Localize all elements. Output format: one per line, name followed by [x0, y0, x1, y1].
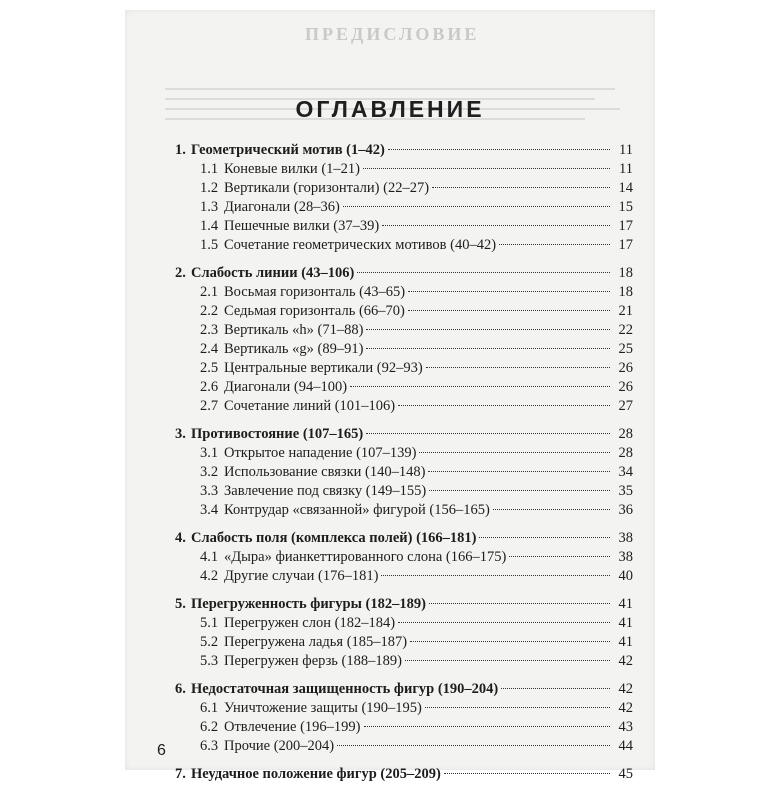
entry-title: Контрудар «связанной» фигурой (156–165) — [224, 502, 490, 518]
entry-number: 5. — [175, 596, 186, 612]
dot-leader — [366, 329, 610, 330]
dot-leader — [426, 367, 610, 368]
dot-leader — [388, 149, 610, 150]
dot-leader — [429, 490, 610, 491]
toc-chapter[interactable] — [175, 142, 633, 161]
entry-title: Перегруженность фигуры (182–189) — [191, 596, 426, 612]
dot-leader — [343, 206, 610, 207]
dot-leader — [405, 660, 610, 661]
entry-number: 4. — [175, 530, 186, 546]
dot-leader — [428, 471, 610, 472]
entry-page: 36 — [618, 502, 633, 518]
dot-leader — [364, 726, 611, 727]
entry-page: 14 — [618, 180, 633, 196]
entry-page: 15 — [618, 199, 633, 215]
toc-section[interactable] — [175, 161, 633, 180]
dot-leader — [337, 745, 610, 746]
toc-section[interactable] — [175, 379, 633, 398]
toc-section[interactable] — [175, 199, 633, 218]
entry-page: 26 — [618, 360, 633, 376]
entry-page: 21 — [618, 303, 633, 319]
chapter-gap — [175, 417, 633, 426]
toc-section[interactable] — [175, 634, 633, 653]
toc-chapter[interactable] — [175, 681, 633, 700]
entry-number: 4.1 — [200, 549, 219, 565]
entry-page: 11 — [619, 142, 633, 158]
entry-page: 28 — [618, 445, 633, 461]
entry-page: 25 — [618, 341, 633, 357]
dot-leader — [509, 556, 610, 557]
dot-leader — [366, 348, 610, 349]
toc-section[interactable] — [175, 398, 633, 417]
dot-leader — [408, 310, 610, 311]
entry-title: Вертикаль «h» (71–88) — [224, 322, 364, 338]
toc-section[interactable] — [175, 445, 633, 464]
entry-page: 22 — [618, 322, 633, 338]
page-title: ОГЛАВЛЕНИЕ — [295, 96, 485, 122]
toc-section[interactable] — [175, 615, 633, 634]
toc-section[interactable] — [175, 284, 633, 303]
dot-leader — [382, 225, 610, 226]
toc-section[interactable] — [175, 700, 633, 719]
dot-leader — [410, 641, 610, 642]
dot-leader — [408, 291, 610, 292]
toc-section[interactable] — [175, 502, 633, 521]
toc-section[interactable] — [175, 360, 633, 379]
entry-title: Прочие (200–204) — [224, 738, 335, 754]
page-number: 6 — [157, 742, 166, 759]
toc-section[interactable] — [175, 341, 633, 360]
dot-leader — [398, 622, 610, 623]
entry-title: Слабость поля (комплекса полей) (166–181) — [191, 530, 477, 546]
entry-title: Перегружена ладья (185–187) — [224, 634, 408, 650]
entry-title: Неудачное положение фигур (205–209) — [191, 766, 441, 782]
entry-page: 26 — [618, 379, 633, 395]
entry-title: Уничтожение защиты (190–195) — [224, 700, 422, 716]
entry-page: 17 — [618, 237, 633, 253]
chapter-gap — [175, 256, 633, 265]
toc-section[interactable] — [175, 738, 633, 757]
dot-leader — [350, 386, 610, 387]
dot-leader — [357, 272, 610, 273]
entry-number: 2.3 — [200, 322, 219, 338]
entry-title: Диагонали (94–100) — [224, 379, 348, 395]
entry-title: Слабость линии (43–106) — [191, 265, 355, 281]
entry-number: 2.1 — [200, 284, 219, 300]
entry-number: 7. — [175, 766, 186, 782]
entry-title: Использование связки (140–148) — [224, 464, 426, 480]
dot-leader — [501, 688, 610, 689]
entry-number: 3.1 — [200, 445, 219, 461]
entry-title: Недостаточная защищенность фигур (190–204) — [191, 681, 499, 697]
entry-title: Противостояние (107–165) — [191, 426, 364, 442]
entry-title: Диагонали (28–36) — [224, 199, 340, 215]
entry-title: Пешечные вилки (37–39) — [224, 218, 380, 234]
entry-title: Другие случаи (176–181) — [224, 568, 379, 584]
entry-page: 11 — [619, 161, 633, 177]
entry-number: 1. — [175, 142, 186, 158]
toc-section[interactable] — [175, 653, 633, 672]
entry-page: 18 — [618, 265, 633, 281]
entry-number: 3.4 — [200, 502, 219, 518]
entry-number: 5.3 — [200, 653, 219, 669]
entry-number: 1.3 — [200, 199, 219, 215]
entry-number: 2.2 — [200, 303, 219, 319]
chapter-gap — [175, 672, 633, 681]
dot-leader — [499, 244, 610, 245]
dot-leader — [432, 187, 610, 188]
entry-title: Сочетание геометрических мотивов (40–42) — [224, 237, 497, 253]
entry-number: 6. — [175, 681, 186, 697]
entry-title: Центральные вертикали (92–93) — [224, 360, 423, 376]
entry-number: 6.3 — [200, 738, 219, 754]
entry-title: Завлечение под связку (149–155) — [224, 483, 427, 499]
entry-number: 5.2 — [200, 634, 219, 650]
chapter-gap — [175, 587, 633, 596]
entry-number: 3.2 — [200, 464, 219, 480]
entry-number: 1.2 — [200, 180, 219, 196]
dot-leader — [366, 433, 610, 434]
entry-number: 4.2 — [200, 568, 219, 584]
toc-chapter[interactable] — [175, 530, 633, 549]
entry-page: 35 — [618, 483, 633, 499]
dot-leader — [444, 773, 610, 774]
book-page: ПРЕДИСЛОВИЕ ОГЛАВЛЕНИЕ 1. Геометрический мотив (1–42) 11 1.1 Коневые вилки (1–21) 11 1.2 Вертикали (горизонтали) (22–27) 14 1.3 Диагонали (28–36) 15 1.4 Пешечные вилки (37–39) 17 1.5 Сочетание геометрических мотивов (40–42) 17 2. Слабость линии (43–106) 18 2.1 Восьмая горизонталь (43–65) 18 2.2 Седьмая горизонталь (66–70) 21 2.3 Вертикаль «h» (71–88) 22 2.4 Вертикаль «g» (89–91) 25 2.5 Центральные вертикали (92–93) 26 2.6 Диагонали (94–100) 26 2.7 Сочетание линий (101–106) 27 3. Противостояние (107–165) 28 3.1 Открытое нападение (107–139) 28 3.2 Использование связки (140–148) 34 3.3 Завлечение под связку (149–155) 35 3.4 Контрудар «связанной» фигурой (156–165) 36 4. Слабость поля (комплекса полей) (166–181) 38 4.1 «Дыра» фианкеттированного слона (166–175) 38 4.2 Другие случаи (176–181) 40 5. Перегруженность фигуры (182–189) 41 5.1 Перегружен слон (182–184) 41 5.2 Перегружена ладья (185–187) 41 5.3 Перегружен ферзь (188–189) 42 6. Недостаточная защищенность фигур (190–204) 42 6.1 Уничтожение защиты (190–195) 42 6.2 Отвлечение (196–199) 43 6.3 Прочие (200–204) 44 7. Неудачное положение фигур (205–209) 45 6 — [125, 10, 655, 770]
entry-number: 1.4 — [200, 218, 219, 234]
entry-page: 44 — [618, 738, 633, 754]
toc-section[interactable] — [175, 322, 633, 341]
entry-page: 42 — [618, 700, 633, 716]
toc-section[interactable] — [175, 303, 633, 322]
toc-section[interactable] — [175, 483, 633, 502]
toc-chapter[interactable] — [175, 265, 633, 284]
entry-number: 2.5 — [200, 360, 219, 376]
entry-number: 2.6 — [200, 379, 219, 395]
dot-leader — [479, 537, 610, 538]
entry-title: Седьмая горизонталь (66–70) — [224, 303, 405, 319]
entry-title: Восьмая горизонталь (43–65) — [224, 284, 406, 300]
entry-title: Сочетание линий (101–106) — [224, 398, 396, 414]
table-of-contents — [175, 142, 633, 785]
entry-title: Отвлечение (196–199) — [224, 719, 361, 735]
entry-number: 1.1 — [200, 161, 219, 177]
entry-page: 17 — [618, 218, 633, 234]
toc-section[interactable] — [175, 237, 633, 256]
entry-number: 6.2 — [200, 719, 219, 735]
entry-number: 1.5 — [200, 237, 219, 253]
entry-title: Геометрический мотив (1–42) — [191, 142, 385, 158]
entry-number: 2. — [175, 265, 186, 281]
entry-number: 2.4 — [200, 341, 219, 357]
entry-number: 3. — [175, 426, 186, 442]
dot-leader — [363, 168, 610, 169]
entry-title: Открытое нападение (107–139) — [224, 445, 417, 461]
entry-page: 40 — [618, 568, 633, 584]
entry-page: 42 — [618, 653, 633, 669]
toc-chapter[interactable] — [175, 766, 633, 785]
entry-page: 27 — [618, 398, 633, 414]
toc-section[interactable] — [175, 719, 633, 738]
entry-title: Вертикаль «g» (89–91) — [224, 341, 364, 357]
entry-title: Вертикали (горизонтали) (22–27) — [224, 180, 430, 196]
entry-number: 3.3 — [200, 483, 219, 499]
toc-section[interactable] — [175, 549, 633, 568]
entry-title: «Дыра» фианкеттированного слона (166–175) — [224, 549, 507, 565]
chapter-gap — [175, 757, 633, 766]
toc-chapter[interactable] — [175, 426, 633, 445]
entry-title: Коневые вилки (1–21) — [224, 161, 360, 177]
chapter-gap — [175, 521, 633, 530]
entry-page: 41 — [618, 615, 633, 631]
entry-page: 43 — [618, 719, 633, 735]
toc-chapter[interactable] — [175, 596, 633, 615]
entry-page: 28 — [618, 426, 633, 442]
entry-number: 6.1 — [200, 700, 219, 716]
dot-leader — [493, 509, 610, 510]
entry-page: 18 — [618, 284, 633, 300]
entry-title: Перегружен ферзь (188–189) — [224, 653, 402, 669]
entry-page: 38 — [618, 549, 633, 565]
entry-page: 42 — [618, 681, 633, 697]
toc-section[interactable] — [175, 568, 633, 587]
toc-section[interactable] — [175, 218, 633, 237]
entry-number: 2.7 — [200, 398, 219, 414]
dot-leader — [429, 603, 610, 604]
entry-page: 41 — [618, 596, 633, 612]
dot-leader — [425, 707, 610, 708]
dot-leader — [419, 452, 610, 453]
dot-leader — [381, 575, 610, 576]
entry-page: 45 — [618, 766, 633, 782]
toc-section[interactable] — [175, 464, 633, 483]
entry-page: 41 — [618, 634, 633, 650]
toc-section[interactable] — [175, 180, 633, 199]
entry-title: Перегружен слон (182–184) — [224, 615, 396, 631]
dot-leader — [398, 405, 610, 406]
entry-page: 38 — [618, 530, 633, 546]
entry-page: 34 — [618, 464, 633, 480]
entry-number: 5.1 — [200, 615, 219, 631]
